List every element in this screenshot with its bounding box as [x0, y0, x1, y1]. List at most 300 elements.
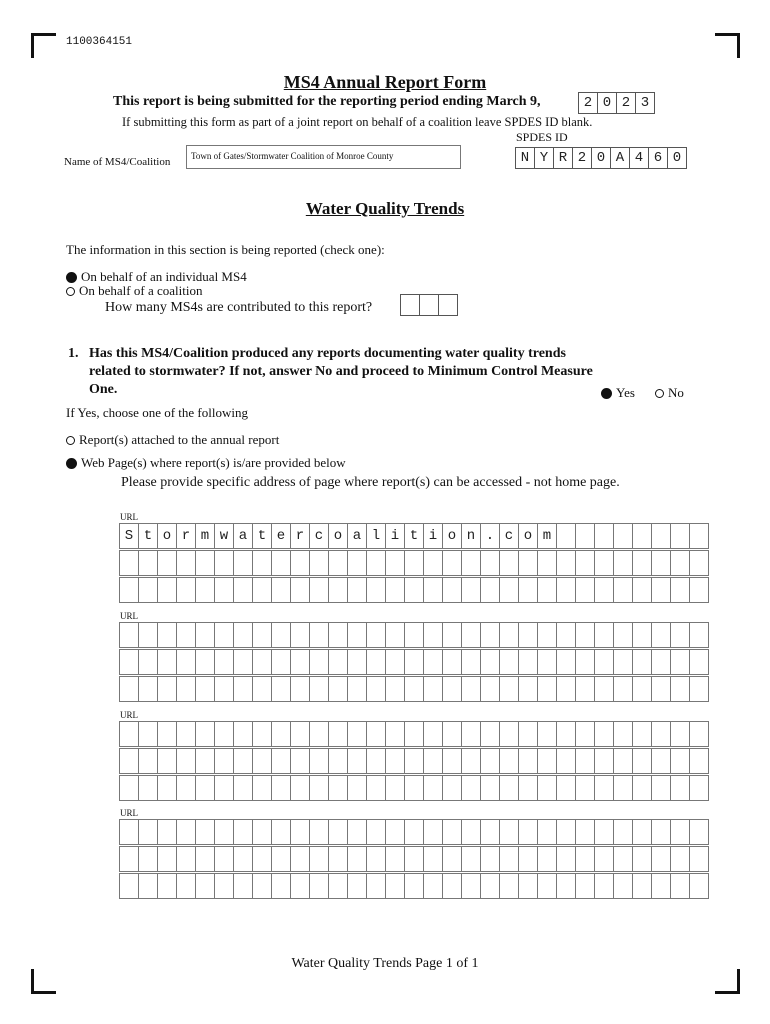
url-char-cell[interactable] — [347, 622, 367, 648]
url-char-cell[interactable] — [556, 721, 576, 747]
url-char-cell[interactable] — [461, 873, 481, 899]
url-char-cell[interactable] — [309, 873, 329, 899]
url-field-1[interactable] — [120, 522, 709, 603]
url-row[interactable] — [120, 819, 709, 845]
url-char-cell[interactable] — [366, 550, 386, 576]
url-char-cell[interactable] — [366, 873, 386, 899]
spdes-digit-box[interactable]: 0 — [591, 147, 611, 169]
url-char-cell[interactable] — [347, 775, 367, 801]
url-char-cell[interactable] — [670, 649, 690, 675]
url-char-cell[interactable] — [385, 577, 405, 603]
url-char-cell[interactable] — [119, 748, 139, 774]
url-char-cell[interactable] — [594, 721, 614, 747]
url-char-cell[interactable] — [518, 622, 538, 648]
url-char-cell[interactable] — [613, 775, 633, 801]
url-char-cell[interactable] — [613, 550, 633, 576]
url-row[interactable] — [120, 748, 709, 774]
radio-dot-individual[interactable] — [66, 272, 77, 283]
url-char-cell[interactable] — [594, 649, 614, 675]
url-char-cell[interactable] — [290, 550, 310, 576]
url-char-cell[interactable] — [423, 819, 443, 845]
url-char-cell[interactable] — [138, 676, 158, 702]
url-char-cell[interactable] — [670, 873, 690, 899]
url-char-cell[interactable] — [195, 622, 215, 648]
url-char-cell[interactable] — [518, 775, 538, 801]
url-char-cell[interactable]: o — [157, 523, 177, 549]
url-char-cell[interactable] — [176, 819, 196, 845]
url-char-cell[interactable] — [575, 649, 595, 675]
url-char-cell[interactable] — [309, 775, 329, 801]
url-char-cell[interactable] — [138, 748, 158, 774]
url-char-cell[interactable] — [404, 819, 424, 845]
url-char-cell[interactable] — [404, 649, 424, 675]
url-char-cell[interactable] — [461, 649, 481, 675]
url-char-cell[interactable] — [119, 622, 139, 648]
url-char-cell[interactable] — [157, 577, 177, 603]
url-char-cell[interactable] — [499, 721, 519, 747]
url-char-cell[interactable] — [518, 550, 538, 576]
url-char-cell[interactable] — [119, 775, 139, 801]
url-row[interactable] — [120, 550, 709, 576]
url-char-cell[interactable] — [195, 649, 215, 675]
url-char-cell[interactable] — [537, 577, 557, 603]
url-char-cell[interactable] — [689, 649, 709, 675]
url-char-cell[interactable] — [537, 622, 557, 648]
url-char-cell[interactable] — [594, 748, 614, 774]
url-char-cell[interactable] — [423, 873, 443, 899]
url-char-cell[interactable] — [271, 819, 291, 845]
url-char-cell[interactable] — [233, 748, 253, 774]
url-char-cell[interactable] — [480, 721, 500, 747]
url-char-cell[interactable] — [138, 622, 158, 648]
url-char-cell[interactable] — [214, 819, 234, 845]
url-char-cell[interactable] — [423, 550, 443, 576]
url-char-cell[interactable] — [461, 577, 481, 603]
url-char-cell[interactable] — [651, 523, 671, 549]
url-char-cell[interactable]: e — [271, 523, 291, 549]
url-char-cell[interactable] — [518, 819, 538, 845]
year-digit-box[interactable]: 2 — [616, 92, 636, 114]
url-char-cell[interactable]: o — [442, 523, 462, 549]
url-field-3[interactable] — [120, 720, 709, 801]
url-char-cell[interactable] — [689, 819, 709, 845]
url-char-cell[interactable] — [195, 676, 215, 702]
url-char-cell[interactable] — [556, 819, 576, 845]
url-char-cell[interactable] — [613, 721, 633, 747]
url-char-cell[interactable]: r — [290, 523, 310, 549]
url-char-cell[interactable] — [575, 523, 595, 549]
url-char-cell[interactable] — [689, 748, 709, 774]
url-char-cell[interactable]: m — [537, 523, 557, 549]
url-char-cell[interactable] — [195, 775, 215, 801]
url-char-cell[interactable] — [613, 676, 633, 702]
url-char-cell[interactable] — [176, 676, 196, 702]
url-char-cell[interactable] — [499, 775, 519, 801]
url-char-cell[interactable] — [366, 775, 386, 801]
url-char-cell[interactable]: t — [404, 523, 424, 549]
url-char-cell[interactable] — [613, 622, 633, 648]
url-char-cell[interactable] — [385, 721, 405, 747]
url-char-cell[interactable] — [575, 721, 595, 747]
url-char-cell[interactable] — [423, 748, 443, 774]
url-char-cell[interactable] — [233, 550, 253, 576]
radio-dot-coalition[interactable] — [66, 287, 75, 296]
spdes-digit-box[interactable]: Y — [534, 147, 554, 169]
url-char-cell[interactable] — [233, 775, 253, 801]
ms4-count-digit-box[interactable] — [438, 294, 458, 316]
url-char-cell[interactable] — [632, 819, 652, 845]
url-char-cell[interactable] — [252, 846, 272, 872]
url-char-cell[interactable] — [613, 748, 633, 774]
url-char-cell[interactable] — [575, 775, 595, 801]
url-char-cell[interactable] — [670, 775, 690, 801]
url-char-cell[interactable] — [575, 748, 595, 774]
url-char-cell[interactable] — [594, 819, 614, 845]
url-char-cell[interactable] — [613, 846, 633, 872]
url-char-cell[interactable] — [632, 550, 652, 576]
url-char-cell[interactable] — [537, 649, 557, 675]
year-digit-box[interactable]: 3 — [635, 92, 655, 114]
url-char-cell[interactable] — [442, 676, 462, 702]
url-char-cell[interactable] — [195, 819, 215, 845]
url-char-cell[interactable] — [499, 819, 519, 845]
url-char-cell[interactable] — [119, 873, 139, 899]
url-char-cell[interactable]: t — [138, 523, 158, 549]
url-row[interactable] — [120, 676, 709, 702]
url-char-cell[interactable] — [632, 846, 652, 872]
url-char-cell[interactable] — [176, 775, 196, 801]
url-char-cell[interactable] — [347, 846, 367, 872]
url-char-cell[interactable] — [613, 819, 633, 845]
url-char-cell[interactable] — [119, 721, 139, 747]
url-char-cell[interactable] — [138, 649, 158, 675]
url-char-cell[interactable]: n — [461, 523, 481, 549]
url-char-cell[interactable] — [385, 748, 405, 774]
url-char-cell[interactable] — [689, 523, 709, 549]
url-char-cell[interactable] — [347, 550, 367, 576]
url-char-cell[interactable] — [499, 622, 519, 648]
radio-attached[interactable] — [66, 432, 279, 448]
url-char-cell[interactable] — [594, 550, 614, 576]
url-char-cell[interactable] — [157, 873, 177, 899]
url-char-cell[interactable] — [537, 775, 557, 801]
url-char-cell[interactable] — [556, 523, 576, 549]
url-char-cell[interactable]: i — [385, 523, 405, 549]
url-char-cell[interactable] — [518, 846, 538, 872]
url-char-cell[interactable] — [385, 649, 405, 675]
url-char-cell[interactable] — [575, 846, 595, 872]
url-char-cell[interactable]: i — [423, 523, 443, 549]
url-char-cell[interactable] — [689, 577, 709, 603]
url-char-cell[interactable] — [423, 721, 443, 747]
url-char-cell[interactable] — [195, 873, 215, 899]
url-char-cell[interactable] — [594, 846, 614, 872]
url-char-cell[interactable] — [328, 775, 348, 801]
url-char-cell[interactable] — [271, 550, 291, 576]
url-char-cell[interactable] — [252, 721, 272, 747]
url-char-cell[interactable] — [214, 622, 234, 648]
url-char-cell[interactable] — [195, 550, 215, 576]
url-char-cell[interactable] — [556, 550, 576, 576]
url-char-cell[interactable] — [442, 721, 462, 747]
url-char-cell[interactable] — [632, 873, 652, 899]
url-char-cell[interactable]: a — [233, 523, 253, 549]
url-row[interactable] — [120, 873, 709, 899]
url-row[interactable] — [120, 577, 709, 603]
url-char-cell[interactable] — [138, 577, 158, 603]
url-char-cell[interactable] — [480, 819, 500, 845]
url-char-cell[interactable] — [366, 819, 386, 845]
url-char-cell[interactable] — [328, 846, 348, 872]
ms4-count-field[interactable] — [401, 294, 458, 316]
url-char-cell[interactable] — [575, 622, 595, 648]
year-digit-box[interactable]: 0 — [597, 92, 617, 114]
spdes-digit-box[interactable]: N — [515, 147, 535, 169]
url-char-cell[interactable] — [423, 622, 443, 648]
url-char-cell[interactable] — [651, 819, 671, 845]
url-char-cell[interactable] — [670, 721, 690, 747]
url-char-cell[interactable] — [670, 622, 690, 648]
url-char-cell[interactable]: o — [328, 523, 348, 549]
url-char-cell[interactable] — [499, 649, 519, 675]
url-char-cell[interactable] — [670, 676, 690, 702]
url-char-cell[interactable] — [480, 550, 500, 576]
url-char-cell[interactable] — [404, 577, 424, 603]
radio-dot-no[interactable] — [655, 389, 664, 398]
url-char-cell[interactable] — [423, 577, 443, 603]
url-char-cell[interactable] — [480, 873, 500, 899]
url-char-cell[interactable] — [138, 846, 158, 872]
url-char-cell[interactable] — [651, 649, 671, 675]
url-char-cell[interactable] — [518, 577, 538, 603]
url-char-cell[interactable] — [138, 550, 158, 576]
url-char-cell[interactable] — [290, 775, 310, 801]
url-char-cell[interactable]: c — [309, 523, 329, 549]
url-char-cell[interactable] — [176, 748, 196, 774]
url-char-cell[interactable] — [271, 649, 291, 675]
url-char-cell[interactable] — [404, 775, 424, 801]
url-char-cell[interactable] — [290, 622, 310, 648]
url-char-cell[interactable] — [176, 721, 196, 747]
url-char-cell[interactable] — [499, 846, 519, 872]
url-char-cell[interactable] — [385, 873, 405, 899]
url-char-cell[interactable] — [328, 676, 348, 702]
url-char-cell[interactable] — [233, 721, 253, 747]
url-char-cell[interactable] — [385, 622, 405, 648]
url-char-cell[interactable] — [480, 622, 500, 648]
radio-dot-attached[interactable] — [66, 436, 75, 445]
url-char-cell[interactable] — [119, 577, 139, 603]
url-char-cell[interactable] — [404, 748, 424, 774]
url-char-cell[interactable] — [252, 550, 272, 576]
url-char-cell[interactable] — [214, 873, 234, 899]
url-char-cell[interactable] — [575, 819, 595, 845]
url-char-cell[interactable]: S — [119, 523, 139, 549]
url-char-cell[interactable] — [670, 577, 690, 603]
url-char-cell[interactable] — [309, 676, 329, 702]
url-char-cell[interactable] — [442, 775, 462, 801]
url-char-cell[interactable] — [328, 649, 348, 675]
url-char-cell[interactable] — [575, 550, 595, 576]
url-char-cell[interactable] — [651, 550, 671, 576]
url-char-cell[interactable] — [594, 577, 614, 603]
url-char-cell[interactable]: r — [176, 523, 196, 549]
url-char-cell[interactable] — [214, 775, 234, 801]
url-char-cell[interactable] — [404, 846, 424, 872]
url-char-cell[interactable] — [138, 819, 158, 845]
spdes-digit-box[interactable]: 2 — [572, 147, 592, 169]
url-char-cell[interactable] — [214, 748, 234, 774]
url-char-cell[interactable] — [309, 577, 329, 603]
url-char-cell[interactable] — [157, 846, 177, 872]
url-char-cell[interactable] — [176, 846, 196, 872]
url-char-cell[interactable] — [499, 676, 519, 702]
url-char-cell[interactable] — [556, 748, 576, 774]
url-char-cell[interactable] — [366, 846, 386, 872]
url-char-cell[interactable] — [176, 577, 196, 603]
url-char-cell[interactable] — [594, 523, 614, 549]
year-digit-box[interactable]: 2 — [578, 92, 598, 114]
radio-coalition[interactable] — [66, 283, 202, 299]
url-char-cell[interactable] — [556, 676, 576, 702]
url-char-cell[interactable] — [290, 649, 310, 675]
url-row[interactable] — [120, 622, 709, 648]
url-row[interactable] — [120, 523, 709, 549]
url-char-cell[interactable] — [366, 721, 386, 747]
url-char-cell[interactable] — [290, 721, 310, 747]
url-char-cell[interactable] — [214, 649, 234, 675]
url-char-cell[interactable] — [423, 846, 443, 872]
url-char-cell[interactable] — [233, 676, 253, 702]
url-char-cell[interactable] — [385, 819, 405, 845]
url-char-cell[interactable] — [214, 676, 234, 702]
url-char-cell[interactable] — [119, 676, 139, 702]
url-char-cell[interactable] — [252, 748, 272, 774]
url-char-cell[interactable] — [233, 649, 253, 675]
url-char-cell[interactable] — [157, 721, 177, 747]
url-char-cell[interactable] — [366, 622, 386, 648]
url-char-cell[interactable] — [290, 846, 310, 872]
url-char-cell[interactable] — [480, 748, 500, 774]
url-char-cell[interactable] — [366, 649, 386, 675]
url-char-cell[interactable] — [632, 721, 652, 747]
url-char-cell[interactable] — [138, 775, 158, 801]
url-char-cell[interactable] — [651, 846, 671, 872]
year-field[interactable] — [579, 92, 655, 114]
url-char-cell[interactable] — [556, 775, 576, 801]
url-char-cell[interactable] — [442, 622, 462, 648]
url-char-cell[interactable] — [670, 748, 690, 774]
url-char-cell[interactable] — [290, 873, 310, 899]
spdes-digit-box[interactable]: 0 — [667, 147, 687, 169]
url-char-cell[interactable] — [157, 649, 177, 675]
url-char-cell[interactable] — [119, 550, 139, 576]
url-char-cell[interactable] — [651, 748, 671, 774]
spdes-digit-box[interactable]: 6 — [648, 147, 668, 169]
url-char-cell[interactable] — [252, 873, 272, 899]
url-char-cell[interactable] — [594, 676, 614, 702]
url-char-cell[interactable] — [271, 873, 291, 899]
url-char-cell[interactable] — [613, 873, 633, 899]
url-char-cell[interactable] — [328, 721, 348, 747]
url-char-cell[interactable]: c — [499, 523, 519, 549]
url-char-cell[interactable] — [480, 846, 500, 872]
url-char-cell[interactable] — [252, 622, 272, 648]
url-char-cell[interactable] — [632, 775, 652, 801]
url-char-cell[interactable] — [461, 676, 481, 702]
url-char-cell[interactable] — [347, 819, 367, 845]
url-char-cell[interactable] — [556, 873, 576, 899]
url-char-cell[interactable] — [347, 721, 367, 747]
url-char-cell[interactable] — [290, 676, 310, 702]
url-char-cell[interactable] — [195, 721, 215, 747]
url-char-cell[interactable] — [632, 676, 652, 702]
url-char-cell[interactable] — [442, 577, 462, 603]
url-char-cell[interactable] — [442, 748, 462, 774]
ms4-count-digit-box[interactable] — [400, 294, 420, 316]
url-char-cell[interactable] — [176, 622, 196, 648]
url-char-cell[interactable] — [461, 775, 481, 801]
url-char-cell[interactable] — [271, 577, 291, 603]
url-char-cell[interactable] — [233, 622, 253, 648]
url-char-cell[interactable] — [442, 846, 462, 872]
url-char-cell[interactable] — [499, 550, 519, 576]
url-char-cell[interactable] — [385, 676, 405, 702]
url-char-cell[interactable] — [480, 676, 500, 702]
url-char-cell[interactable] — [689, 846, 709, 872]
url-char-cell[interactable] — [328, 873, 348, 899]
url-char-cell[interactable] — [518, 748, 538, 774]
url-char-cell[interactable] — [518, 873, 538, 899]
url-char-cell[interactable] — [347, 577, 367, 603]
url-char-cell[interactable] — [385, 550, 405, 576]
url-char-cell[interactable] — [328, 622, 348, 648]
url-char-cell[interactable] — [157, 550, 177, 576]
url-char-cell[interactable] — [537, 873, 557, 899]
url-char-cell[interactable] — [594, 775, 614, 801]
url-char-cell[interactable] — [670, 819, 690, 845]
url-char-cell[interactable] — [309, 622, 329, 648]
url-char-cell[interactable] — [442, 649, 462, 675]
url-char-cell[interactable] — [499, 873, 519, 899]
url-char-cell[interactable] — [613, 523, 633, 549]
url-char-cell[interactable] — [632, 748, 652, 774]
url-char-cell[interactable] — [271, 622, 291, 648]
url-char-cell[interactable] — [252, 775, 272, 801]
url-char-cell[interactable] — [556, 649, 576, 675]
url-char-cell[interactable] — [328, 819, 348, 845]
url-char-cell[interactable] — [157, 819, 177, 845]
url-char-cell[interactable] — [176, 873, 196, 899]
url-char-cell[interactable] — [537, 676, 557, 702]
url-char-cell[interactable] — [176, 550, 196, 576]
url-char-cell[interactable] — [461, 748, 481, 774]
url-char-cell[interactable] — [423, 649, 443, 675]
name-field[interactable]: Town of Gates/Stormwater Coalition of Monroe County — [186, 145, 461, 169]
url-char-cell[interactable] — [233, 577, 253, 603]
url-char-cell[interactable] — [252, 819, 272, 845]
url-char-cell[interactable] — [309, 748, 329, 774]
url-char-cell[interactable] — [309, 819, 329, 845]
url-char-cell[interactable] — [689, 676, 709, 702]
url-char-cell[interactable] — [195, 577, 215, 603]
radio-no[interactable] — [655, 385, 684, 401]
url-char-cell[interactable] — [442, 873, 462, 899]
url-char-cell[interactable] — [537, 550, 557, 576]
url-char-cell[interactable] — [271, 846, 291, 872]
url-char-cell[interactable] — [347, 676, 367, 702]
url-row[interactable] — [120, 846, 709, 872]
